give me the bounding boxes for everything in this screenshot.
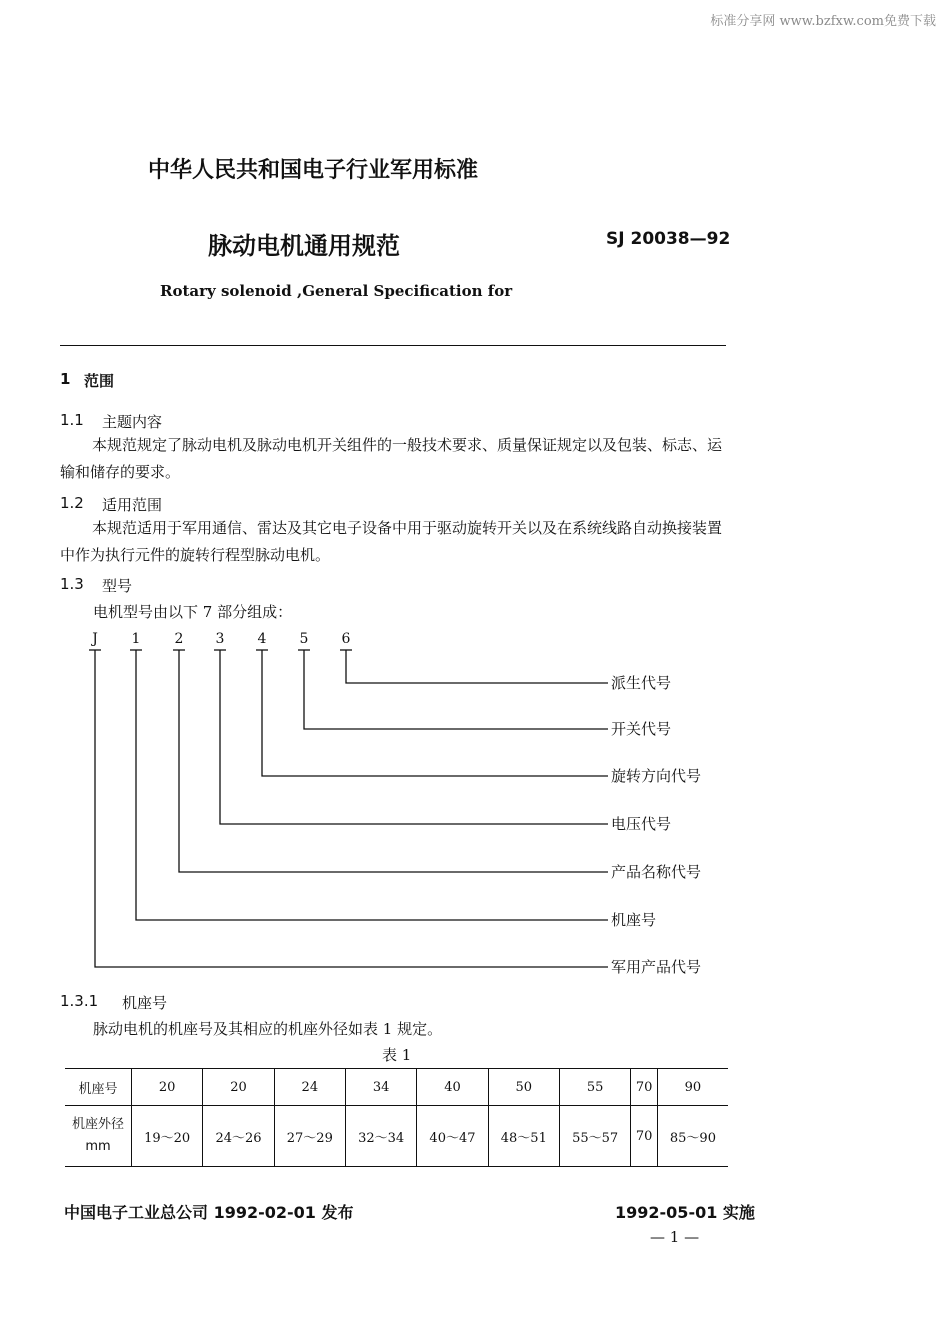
- effective-statement: 1992-05-01 实施: [615, 1203, 755, 1222]
- label-rotation-direction-code: 旋转方向代号: [611, 767, 702, 785]
- standard-organization: 中华人民共和国电子行业军用标准: [148, 158, 479, 183]
- table-cell: 20: [132, 1069, 203, 1106]
- model-position-6: 6: [341, 631, 351, 647]
- table-row-outer-diameter: [65, 1106, 728, 1167]
- table-cell: 55～57: [559, 1106, 630, 1167]
- table-cell: 24～26: [203, 1106, 274, 1167]
- table-cell: 20: [203, 1069, 274, 1106]
- table-cell: 50: [488, 1069, 559, 1106]
- section-1-3-1-title: 机座号: [122, 994, 168, 1012]
- table-cell: 90: [657, 1069, 728, 1106]
- section-1-3-1-text: 脉动电机的机座号及其相应的机座外径如表 1 规定。: [93, 1020, 443, 1038]
- table-row-header: [65, 1106, 132, 1167]
- table-cell: 40～47: [417, 1106, 488, 1167]
- section-1-1-title: 主题内容: [102, 413, 163, 431]
- label-frame-number: 机座号: [611, 911, 657, 929]
- model-position-3: 3: [215, 631, 225, 647]
- model-position-2: 2: [174, 631, 184, 647]
- table-cell: 24: [274, 1069, 345, 1106]
- table-row-header-line: 机座外径: [71, 1117, 124, 1132]
- model-position-j: J: [92, 631, 98, 647]
- section-1-3-number: 1.3: [60, 575, 84, 593]
- section-1-2-text: 本规范适用于军用通信、雷达及其它电子设备中用于驱动旋转开关以及在系统线路自动换接装置中作为执行元件的旋转行程型脉动电机。: [60, 519, 723, 564]
- table-row-header-unit: mm: [85, 1139, 111, 1154]
- table-cell: 70: [631, 1069, 658, 1106]
- standard-code: SJ 20038—92: [606, 229, 731, 249]
- table-row-header: 机座号: [65, 1069, 132, 1106]
- model-position-4: 4: [257, 631, 267, 647]
- section-1-2-title: 适用范围: [102, 496, 163, 514]
- table-cell: 27～29: [274, 1106, 345, 1167]
- table-cell: 85～90: [657, 1106, 728, 1167]
- table-cell: 19～20: [132, 1106, 203, 1167]
- label-voltage-code: 电压代号: [611, 815, 672, 833]
- section-1-1-text: 本规范规定了脉动电机及脉动电机开关组件的一般技术要求、质量保证规定以及包装、标志、运输和储存的要求。: [60, 436, 723, 481]
- table-cell: 32～34: [345, 1106, 416, 1167]
- section-1-1-number: 1.1: [60, 411, 84, 429]
- table-row-frame-number: [65, 1069, 728, 1106]
- section-1-3-title: 型号: [102, 577, 133, 595]
- label-derivative-code: 派生代号: [611, 674, 672, 692]
- section-1-number: 1: [60, 370, 71, 388]
- table-1-caption: 表 1: [382, 1046, 412, 1064]
- table-cell: 34: [345, 1069, 416, 1106]
- table-cell: 48～51: [488, 1106, 559, 1167]
- watermark: 标准分享网 www.bzfxw.com免费下载: [710, 14, 936, 29]
- page-number: — 1 —: [650, 1228, 700, 1246]
- model-position-1: 1: [131, 631, 141, 647]
- label-product-name-code: 产品名称代号: [611, 863, 702, 881]
- english-title: Rotary solenoid ,General Specification for: [160, 282, 513, 300]
- document-title: 脉动电机通用规范: [208, 232, 400, 260]
- issue-statement: 中国电子工业总公司 1992-02-01 发布: [64, 1203, 354, 1222]
- section-1-3-text: 电机型号由以下 7 部分组成：: [93, 603, 293, 621]
- label-military-product-code: 军用产品代号: [611, 958, 702, 976]
- section-1-3-1-number: 1.3.1: [60, 992, 99, 1010]
- table-cell: 40: [417, 1069, 488, 1106]
- label-switch-code: 开关代号: [611, 720, 672, 738]
- table-cell: 55: [559, 1069, 630, 1106]
- table-cell: 70: [631, 1106, 658, 1167]
- table-1: [65, 1068, 728, 1167]
- section-1-2-number: 1.2: [60, 494, 84, 512]
- model-position-5: 5: [299, 631, 309, 647]
- section-1-title: 范围: [84, 372, 115, 390]
